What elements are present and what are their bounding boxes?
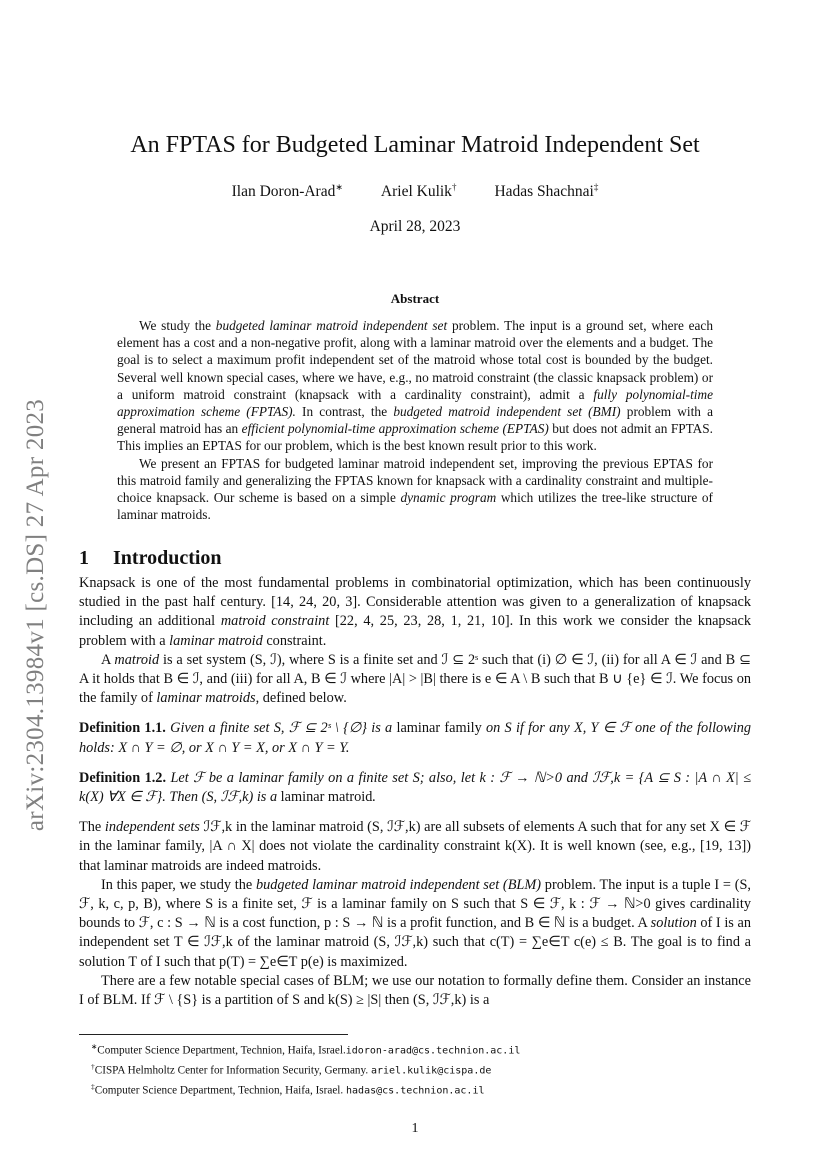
section-heading	[79, 547, 222, 570]
footnote: ‡Computer Science Department, Technion, Haifa, Israel. hadas@cs.technion.ac.il	[91, 1082, 485, 1098]
arxiv-sidebar-stamp	[14, 355, 58, 875]
abstract-heading: Abstract	[390, 291, 440, 306]
section-title: Introduction	[113, 547, 222, 569]
body-paragraph: The independent sets ℐℱ,k in the laminar matroid (S, ℐℱ,k) are all subsets of elements A such that for any set X ∈ ℱ in the laminar family, |A ∩ X| does not violate the cardinality constraint k(X). It is well known (see, e.g., [19, 13]) that laminar matroids are indeed matroids.	[79, 819, 751, 874]
abstract-paragraph: We present an FPTAS for budgeted laminar matroid independent set, improving the previous EPTAS for this matroid family and generalizing the FPTAS known for knapsack with a cardinality constraint and multiple-choice knapsack. Our scheme is based on a simple dynamic program which utilizes the tree-like structure of laminar matroids.	[117, 455, 713, 523]
email-link[interactable]: hadas@cs.technion.ac.il	[346, 1086, 485, 1098]
definition-label: Definition 1.1.	[79, 720, 166, 737]
body-paragraph: A matroid is a set system (S, ℐ), where S is a finite set and ℐ ⊆ 2ˢ such that (i) ∅ ∈ ℐ, (ii) for all A ∈ ℐ and B ⊆ A it holds that B ∈ ℐ, and (iii) for all A, B ∈ ℐ where |A| > |B| there is e ∈ A \ B such that B ∪ {e} ∈ ℐ. We focus on the family of laminar matroids, defined below.	[79, 651, 751, 707]
body-paragraph: In this paper, we study the budgeted laminar matroid independent set (BLM) problem. The input is a tuple I = (S, ℱ, k, c, p, B), where S is a finite set, ℱ is a laminar family on S such that S ∈ ℱ, k : ℱ → ℕ>0 gives cardinality bounds to ℱ, c : S → ℕ is a cost function, p : S → ℕ is a profit function, and B ∈ ℕ is a budget. A solution of I is an independent set T ∈ ℐℱ,k of the laminar matroid (S, ℐℱ,k) such that c(T) = ∑e∈T c(e) ≤ B. The goal is to find a solution T of I such that p(T) = ∑e∈T p(e) is maximized.	[79, 876, 751, 970]
footnote: ∗Computer Science Department, Technion, Haifa, Israel.idoron-arad@cs.technion.ac.il	[91, 1042, 521, 1057]
abstract-body	[117, 317, 713, 523]
definition-text: Given a finite set S, ℱ ⊆ 2ˢ \ {∅} is a laminar family on S if for any X, Y ∈ ℱ one of the following holds: X ∩ Y = ∅, or X ∩ Y = X, or X ∩ Y = Y.	[79, 720, 752, 756]
footnote: †CISPA Helmholtz Center for Information Security, Germany. ariel.kulik@cispa.de	[91, 1062, 492, 1077]
author: Hadas Shachnai‡	[494, 182, 599, 201]
definition	[79, 719, 751, 757]
definition-text: Let ℱ be a laminar family on a finite set S; also, let k : ℱ → ℕ>0 and ℐℱ,k = {A ⊆ S : |A ∩ X| ≤ k(X) ∀X ∈ ℱ}. Then (S, ℐℱ,k) is a laminar matroid.	[79, 769, 752, 806]
arxiv-stamp-text: arXiv:2304.13984v1 [cs.DS] 27 Apr 2023	[22, 398, 49, 832]
email-link[interactable]: ariel.kulik@cispa.de	[370, 1065, 492, 1077]
body-paragraph: Knapsack is one of the most fundamental problems in combinatorial optimization, which has been continuously studied in the past half century. [14, 24, 20, 3]. Considerable attention was given to a generalization of knapsack including an additional matroid constraint [22, 4, 25, 23, 28, 1, 21, 10]. In this work we consider the knapsack problem with a laminar matroid constraint.	[79, 575, 751, 649]
footnote-rule	[79, 1034, 348, 1035]
definition-label: Definition 1.2.	[79, 769, 167, 786]
body-text	[79, 574, 751, 1010]
page-number: 1	[411, 1121, 419, 1136]
definition	[79, 769, 751, 807]
author: Ariel Kulik†	[380, 182, 457, 201]
abstract-paragraph: We study the budgeted laminar matroid independent set problem. The input is a ground set, where each element has a cost and a non-negative profit, along with a laminar matroid over the elements and a budget. The goal is to select a maximum profit independent set of the matroid whose total cost is bounded by the budget. Several well known special cases, where we have, e.g., no matroid constraint (the classic knapsack problem) or a uniform matroid constraint (knapsack with a cardinality constraint), admit a fully polynomial-time approximation scheme (FPTAS). In contrast, the budgeted matroid independent set (BMI) problem with a general matroid has an efficient polynomial-time approximation scheme (EPTAS) but does not admit an FPTAS. This implies an EPTAS for our problem, which is the best known result prior to this work.	[117, 318, 713, 454]
author: Ilan Doron-Arad∗	[231, 182, 343, 201]
author-list	[79, 182, 751, 201]
paper-date: April 28, 2023	[369, 218, 461, 235]
paper-title: An FPTAS for Budgeted Laminar Matroid Independent Set	[130, 132, 700, 158]
section-number: 1	[79, 547, 89, 569]
body-paragraph: There are a few notable special cases of BLM; we use our notation to formally define them. Consider an instance I of BLM. If ℱ \ {S} is a partition of S and k(S) ≥ |S| then (S, ℐℱ,k) is a	[79, 972, 751, 1009]
email-link[interactable]: idoron-arad@cs.technion.ac.il	[345, 1045, 521, 1057]
footnotes	[79, 1039, 751, 1100]
